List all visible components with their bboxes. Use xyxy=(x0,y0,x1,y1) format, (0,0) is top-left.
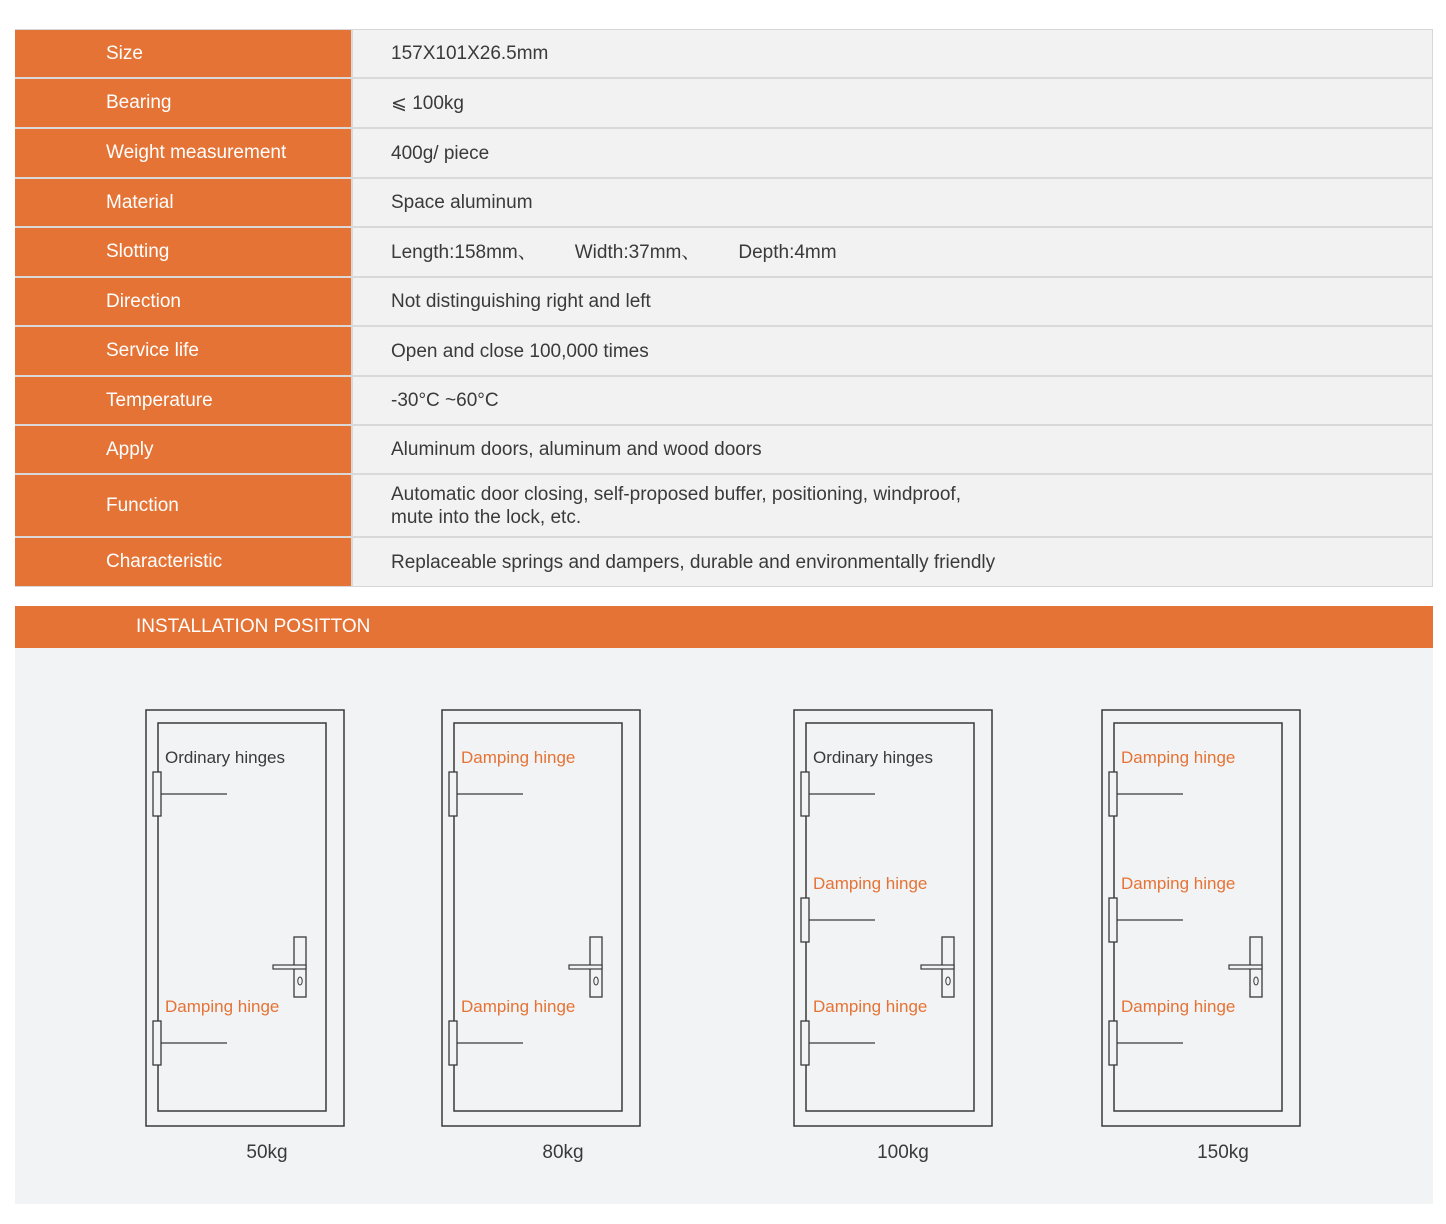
hinge-damping xyxy=(153,1021,161,1065)
door-weight-label: 100kg xyxy=(877,1142,929,1163)
spec-value: Aluminum doors, aluminum and wood doors xyxy=(353,426,1433,473)
door-diagram xyxy=(146,710,344,1163)
hinge-damping xyxy=(449,772,457,816)
spec-value: Not distinguishing right and left xyxy=(353,278,1433,325)
installation-header xyxy=(15,606,1433,648)
door-leaf xyxy=(1114,723,1282,1111)
spec-row-function xyxy=(15,475,1433,538)
hinge-label: Damping hinge xyxy=(461,997,576,1016)
hinge-damping xyxy=(801,898,809,942)
hinge-label: Damping hinge xyxy=(813,874,928,893)
spec-row-material xyxy=(15,179,1433,228)
door-leaf xyxy=(454,723,622,1111)
door-weight-label: 80kg xyxy=(542,1142,584,1163)
door-leaf xyxy=(806,723,974,1111)
spec-label: Weight measurement xyxy=(15,129,353,177)
hinge-damping xyxy=(1109,898,1117,942)
door-frame xyxy=(442,710,640,1126)
spec-label: Temperature xyxy=(15,377,353,424)
spec-row-apply xyxy=(15,426,1433,475)
door-handle xyxy=(1229,965,1262,969)
spec-value xyxy=(353,475,1433,536)
door-diagram xyxy=(794,710,992,1163)
installation-diagram xyxy=(15,648,1433,1204)
hinge-damping xyxy=(1109,772,1117,816)
spec-label: Function xyxy=(15,475,353,536)
door-frame xyxy=(146,710,344,1126)
hinge-label: Damping hinge xyxy=(461,748,576,767)
door-weight-label: 50kg xyxy=(246,1142,288,1163)
door-diagram xyxy=(442,710,640,1163)
spec-value: Replaceable springs and dampers, durable and environmentally friendly xyxy=(353,538,1433,586)
spec-label: Apply xyxy=(15,426,353,473)
door-handle xyxy=(921,965,954,969)
spec-row-temperature xyxy=(15,377,1433,426)
spec-row-slotting xyxy=(15,228,1433,278)
hinge-label: Damping hinge xyxy=(165,997,280,1016)
door-handle xyxy=(569,965,602,969)
spec-row-size xyxy=(15,30,1433,79)
spec-value: Open and close 100,000 times xyxy=(353,327,1433,375)
function-line-1: Automatic door closing, self-proposed buffer, positioning, windproof, xyxy=(391,483,961,505)
spec-label: Direction xyxy=(15,278,353,325)
spec-value: 400g/ piece xyxy=(353,129,1433,177)
spec-label: Slotting xyxy=(15,228,353,276)
hinge-damping xyxy=(1109,1021,1117,1065)
spec-row-characteristic xyxy=(15,538,1433,586)
spec-value xyxy=(353,228,1433,276)
spec-row-direction xyxy=(15,278,1433,327)
spec-label: Characteristic xyxy=(15,538,353,586)
hinge-ordinary xyxy=(801,772,809,816)
hinge-label: Damping hinge xyxy=(1121,997,1236,1016)
hinge-label: Damping hinge xyxy=(1121,874,1236,893)
spec-label: Material xyxy=(15,179,353,226)
door-frame xyxy=(1102,710,1300,1126)
slot-width: Width:37mm、 xyxy=(574,241,701,263)
hinge-ordinary xyxy=(153,772,161,816)
hinge-damping xyxy=(801,1021,809,1065)
hinge-label: Ordinary hinges xyxy=(813,748,934,767)
spec-table xyxy=(15,29,1433,587)
hinge-damping xyxy=(449,1021,457,1065)
spec-label: Bearing xyxy=(15,79,353,127)
hinge-label: Damping hinge xyxy=(813,997,928,1016)
door-weight-label: 150kg xyxy=(1197,1142,1249,1163)
spec-value: ⩽ 100kg xyxy=(353,79,1433,127)
door-frame xyxy=(794,710,992,1126)
hinge-label: Damping hinge xyxy=(1121,748,1236,767)
spec-label: Service life xyxy=(15,327,353,375)
door-handle xyxy=(273,965,306,969)
slot-length: Length:158mm、 xyxy=(391,241,537,263)
hinge-label: Ordinary hinges xyxy=(165,748,286,767)
function-line-2: mute into the lock, etc. xyxy=(391,506,582,528)
spec-value: -30°C ~60°C xyxy=(353,377,1433,424)
spec-label: Size xyxy=(15,30,353,77)
installation-panel xyxy=(15,648,1433,1204)
door-diagram xyxy=(1102,710,1300,1163)
installation-title: INSTALLATION POSITTON xyxy=(136,616,371,637)
spec-row-weight xyxy=(15,129,1433,179)
spec-value: Space aluminum xyxy=(353,179,1433,226)
door-leaf xyxy=(158,723,326,1111)
spec-row-service-life xyxy=(15,327,1433,377)
slot-depth: Depth:4mm xyxy=(738,241,837,263)
spec-value: 157X101X26.5mm xyxy=(353,30,1433,77)
spec-row-bearing xyxy=(15,79,1433,129)
